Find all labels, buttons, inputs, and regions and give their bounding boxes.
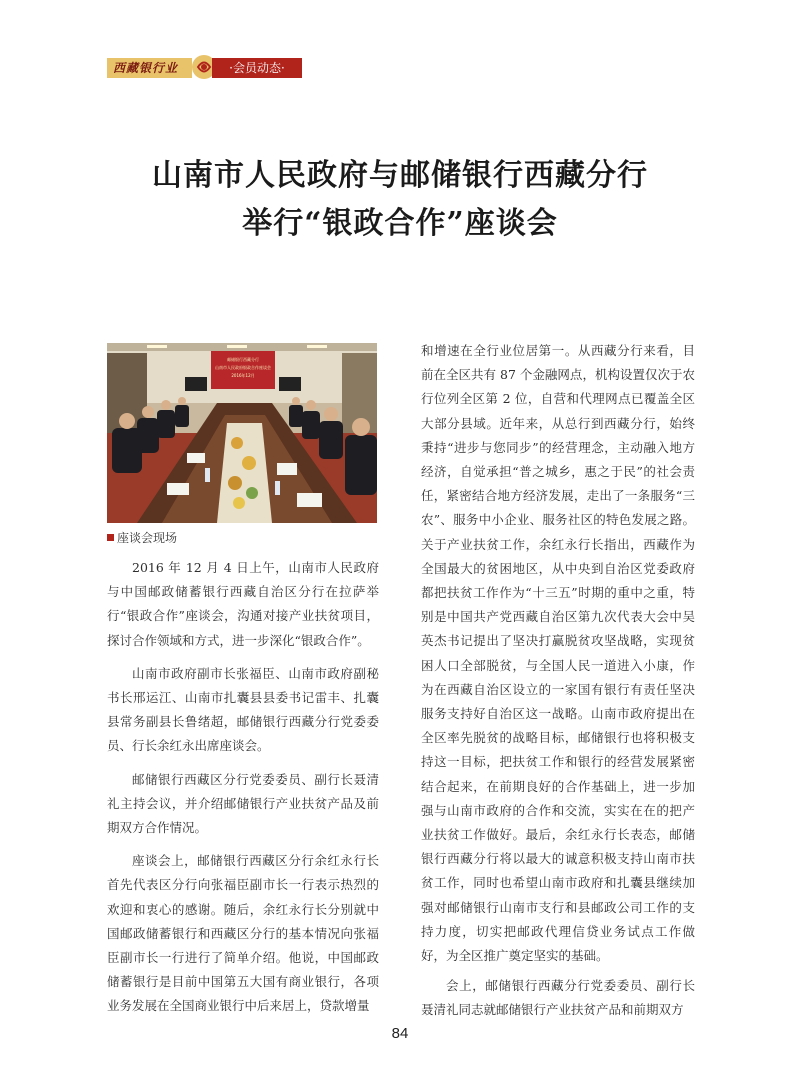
meeting-photo [107, 343, 377, 523]
photo-caption [107, 529, 177, 546]
paragraph: 座谈会上，邮储银行西藏区分行余红永行长首先代表区分行向张福臣副市长一行表示热烈的欢迎和衷心的感谢。随后，余红永行长分别就中国邮政储蓄银行和西藏区分行的基本情况向张福臣副市长一行进行了简单介绍。他说，中国邮政储蓄银行是目前中国第五大国有商业银行，各项业务发展在全国商业银行中后来居上，贷款增量 [107, 853, 379, 1014]
right-column [421, 339, 695, 1023]
caption-text: 座谈会现场 [117, 531, 178, 545]
header-banner [107, 58, 302, 78]
screen-text-3: 2016年12月 [231, 373, 255, 378]
paragraph: 2016 年 12 月 4 日上午，山南市人民政府与中国邮政储蓄银行西藏自治区分行在拉萨举行“银政合作”座谈会，沟通对接产业扶贫项目，探讨合作领域和方式，进一步深化“银政合作”。 [107, 560, 379, 648]
screen-text-1: 邮储银行西藏分行 [227, 357, 259, 362]
paragraph: 山南市政府副市长张福臣、山南市政府副秘书长邢运江、山南市扎囊县县委书记雷丰、扎囊县常务副县长鲁绪超，邮储银行西藏分行党委委员、行长余红永出席座谈会。 [107, 665, 379, 754]
left-column [107, 556, 379, 1019]
magazine-name: 西藏银行业 [107, 58, 192, 78]
article-title-line2: 举行“银政合作”座谈会 [242, 206, 558, 241]
paragraph: 会上，邮储银行西藏分行党委委员、副行长聂清礼同志就邮储银行产业扶贫产品和前期双方 [421, 978, 695, 1018]
paragraph: 邮储银行西藏区分行党委委员、副行长聂清礼主持会议，并介绍邮储银行产业扶贫产品及前期双方合作情况。 [107, 771, 379, 836]
caption-square-icon [107, 534, 114, 541]
article-title-line1: 山南市人民政府与邮储银行西藏分行 [152, 158, 648, 193]
screen-text-2: 山南市人民政府银政合作座谈会 [215, 365, 271, 370]
page-number: 84 [391, 1025, 409, 1042]
meeting-scene-image [107, 343, 377, 523]
paragraph: 和增速在全行业位居第一。从西藏分行来看，目前在全区共有 87 个金融网点，机构设置仅次于农行位列全区第 2 位，自营和代理网点已覆盖全区大部分县域。近年来，从总行到西藏分行，始终秉持“进步与您同步”的经营理念，主动融入地方经济，自觉承担“普之城乡，惠之于民”的社会责任，紧密结合地方经济发展，走出了一条服务“三农”、服务中小企业、服务社区的特色发展之路。关于产业扶贫工作，余红永行长指出，西藏作为全国最大的贫困地区，从中央到自治区党委政府都把扶贫工作作为“十三五”时期的重中之重，特别是中国共产党西藏自治区第九次代表大会中吴英杰书记提出了坚决打赢脱贫攻坚战略，实现贫困人口全部脱贫，与全国人民一道进入小康，作为在西藏自治区设立的一家国有银行有责任坚决服务支持好自治区这一战略。山南市政府提出在全区率先脱贫的战略目标，邮储银行也将积极支持这一目标，把扶贫工作和银行的经营发展紧密结合起来，在前期良好的合作基础上，进一步加强与山南市政府的合作和交流，实实在在的把产业扶贫工作做好。最后，余红永行长表态，邮储银行西藏分行将以最大的诚意积极支持山南市扶贫工作，同时也希望山南市政府和扎囊县继续加强对邮储银行山南市支行和县邮政公司工作的支持力度，切实把邮政代理信贷业务试点工作做好，为全区推广奠定坚实的基础。 [421, 343, 695, 964]
section-label: ·会员动态· [212, 58, 302, 78]
